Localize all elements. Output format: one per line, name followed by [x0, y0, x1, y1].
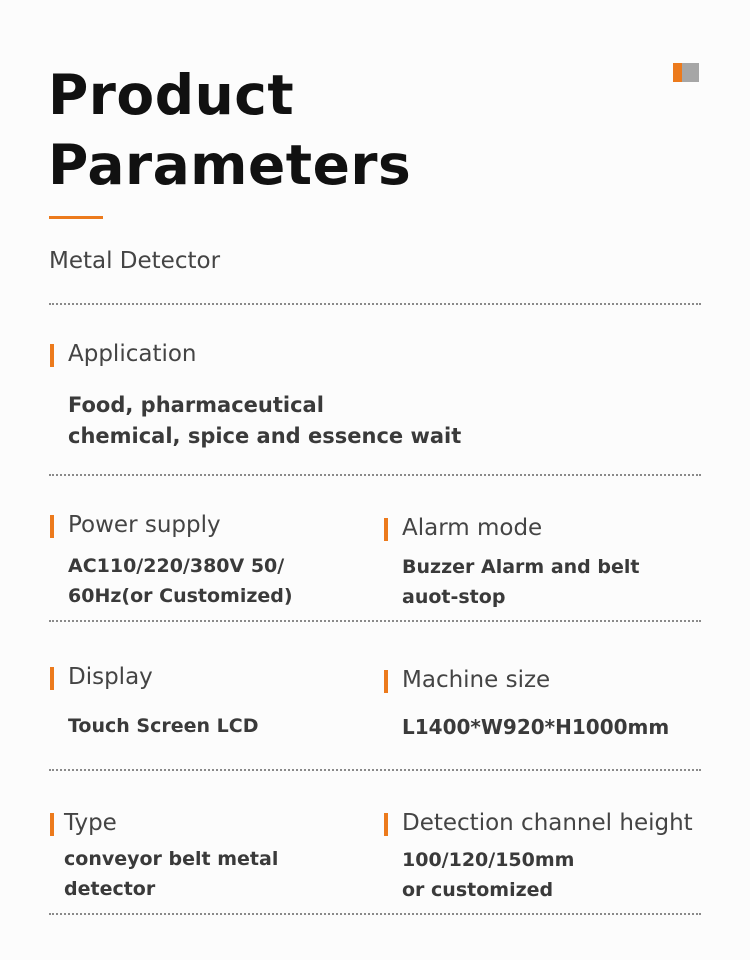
type-value-line-2: detector: [64, 878, 156, 900]
machine-size-marker: [384, 670, 388, 693]
application-marker: [50, 344, 54, 367]
divider: [49, 474, 701, 476]
corner-mark-gray: [682, 63, 699, 82]
machine-size-value: [402, 712, 669, 742]
machine-size-label: Machine size: [402, 667, 551, 693]
detection-channel-height-value-line-1: 100/120/150mm: [402, 849, 575, 871]
divider: [49, 620, 701, 622]
page-title: [48, 60, 411, 200]
power-supply-label: Power supply: [68, 512, 221, 538]
page-title-line-1: Product: [48, 63, 295, 127]
divider: [49, 303, 701, 305]
corner-mark-orange: [673, 63, 682, 82]
type-marker: [50, 813, 54, 836]
detection-channel-height-value-line-2: or customized: [402, 879, 554, 901]
display-value: [68, 711, 258, 741]
alarm-mode-value: [402, 552, 639, 612]
application-value-line-2: chemical, spice and essence wait: [68, 424, 462, 448]
detection-channel-height-label: Detection channel height: [402, 810, 693, 836]
type-value-line-1: conveyor belt metal: [64, 848, 279, 870]
machine-size-value-line-1: L1400*W920*H1000mm: [402, 715, 670, 739]
power-supply-value-line-1: AC110/220/380V 50/: [68, 555, 285, 577]
application-value-line-1: Food, pharmaceutical: [68, 393, 324, 417]
type-value: [64, 844, 278, 904]
power-supply-value: [68, 551, 293, 611]
display-marker: [50, 667, 54, 690]
display-label: Display: [68, 664, 153, 690]
power-supply-marker: [50, 515, 54, 538]
alarm-mode-value-line-1: Buzzer Alarm and belt: [402, 556, 640, 578]
divider: [49, 769, 701, 771]
corner-mark-icon: [673, 63, 699, 82]
divider: [49, 913, 701, 915]
alarm-mode-label: Alarm mode: [402, 515, 543, 541]
detection-channel-height-marker: [384, 813, 388, 836]
page-title-line-2: Parameters: [48, 133, 412, 197]
alarm-mode-value-line-2: auot-stop: [402, 586, 506, 608]
power-supply-value-line-2: 60Hz(or Customized): [68, 585, 293, 607]
product-name: Metal Detector: [49, 248, 221, 274]
title-underline: [49, 216, 103, 219]
display-value-line-1: Touch Screen LCD: [68, 715, 259, 737]
alarm-mode-marker: [384, 518, 388, 541]
type-label: Type: [64, 810, 117, 836]
detection-channel-height-value: [402, 845, 574, 905]
application-label: Application: [68, 341, 197, 367]
application-value: [68, 390, 461, 452]
